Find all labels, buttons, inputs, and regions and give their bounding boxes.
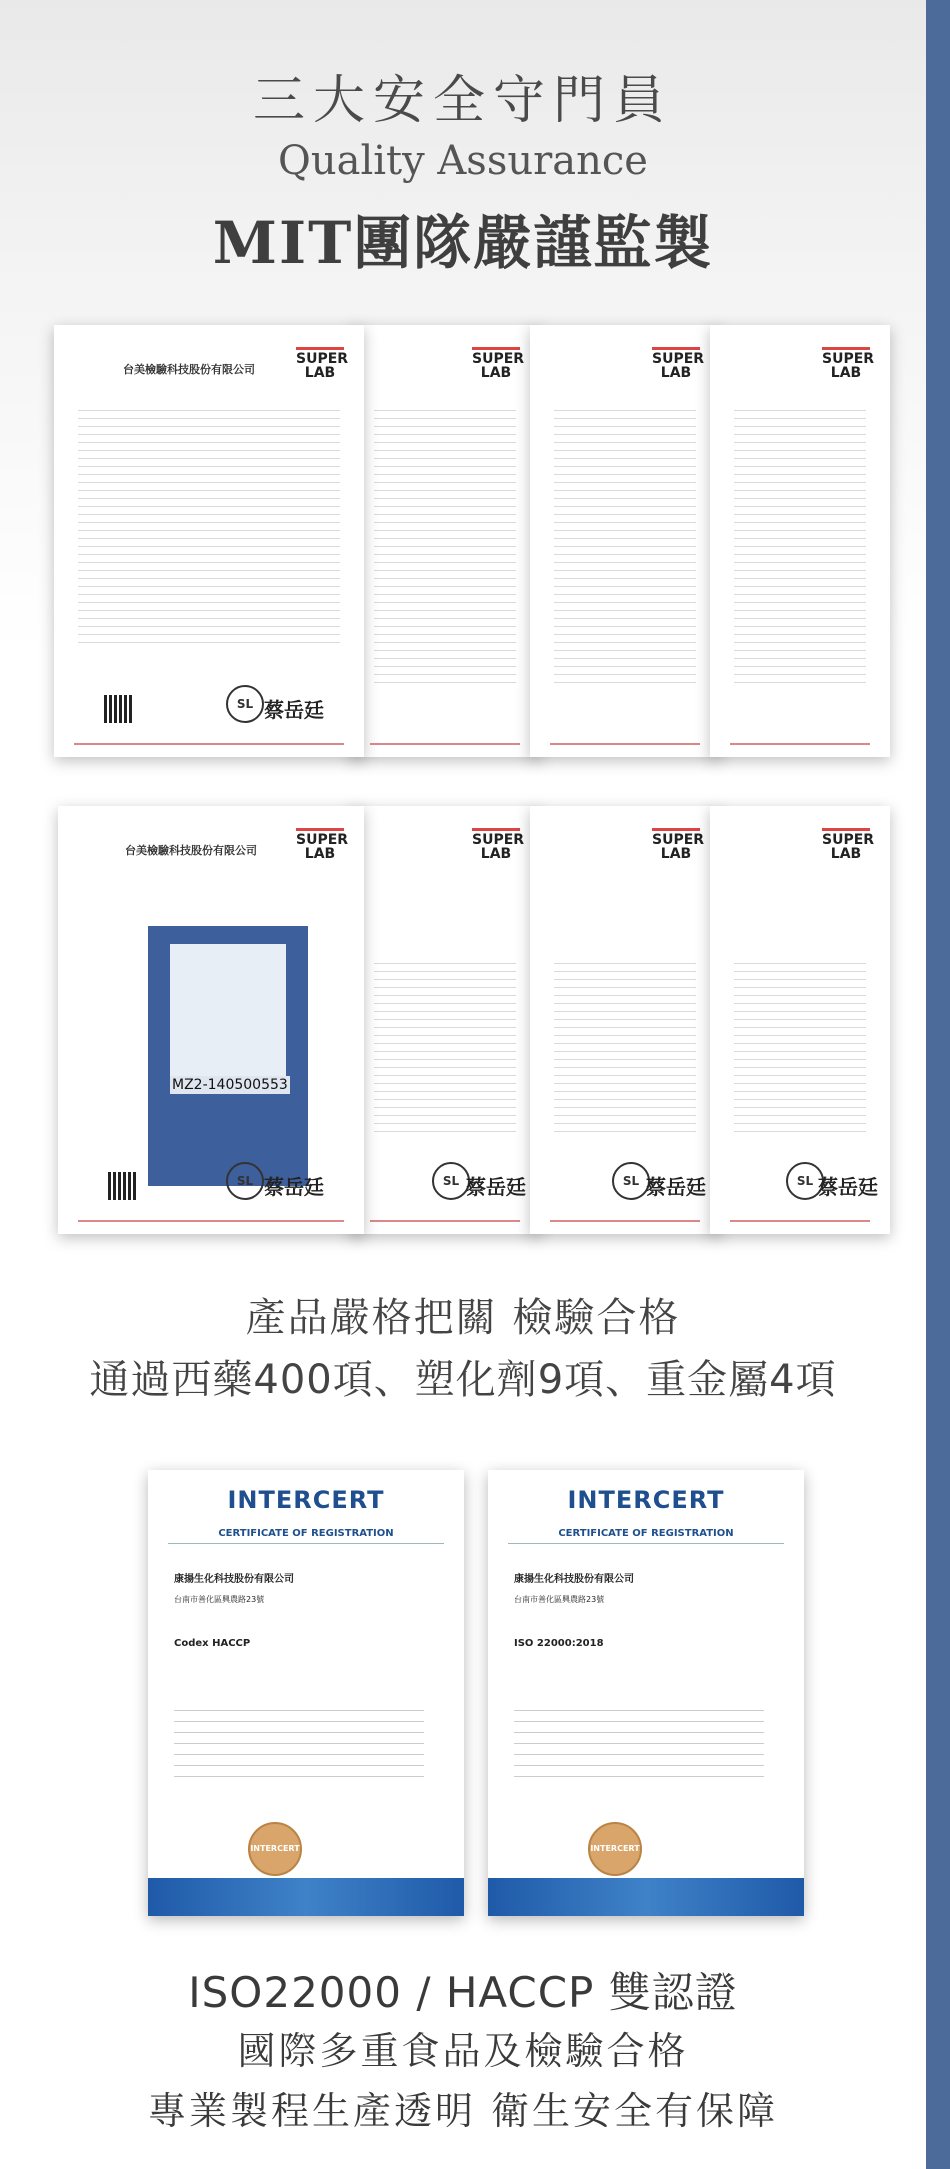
header-title-en: Quality Assurance — [278, 138, 648, 184]
test-report-page — [350, 806, 540, 1234]
certificate-seal: INTERCERT — [248, 1822, 302, 1876]
seal-stamp: SL — [226, 685, 264, 723]
signature: 蔡岳廷 — [466, 1175, 526, 1199]
signature: 蔡岳廷 — [264, 698, 324, 722]
certificate-standard: Codex HACCP — [174, 1638, 251, 1649]
lab-logo: SUPER LAB — [296, 828, 344, 861]
product-photo — [148, 926, 308, 1186]
test-report-page — [58, 806, 364, 1234]
intercert-logo: INTERCERT — [567, 1486, 725, 1514]
certificate-company: 康揚生化科技股份有限公司 — [174, 1574, 294, 1585]
qr-code-icon — [108, 1172, 136, 1200]
lab-logo: SUPER LAB — [822, 347, 870, 380]
certification-line-2: 國際多重食品及檢驗合格 — [237, 2029, 689, 2073]
signature: 蔡岳廷 — [818, 1175, 878, 1199]
lab-logo: SUPER LAB — [822, 828, 870, 861]
test-report-page — [710, 806, 890, 1234]
test-report-page — [54, 325, 364, 757]
seal-stamp: SL — [432, 1162, 470, 1200]
haccp-certificate — [148, 1470, 464, 1916]
certification-line-3: 專業製程生產透明 衛生安全有保障 — [147, 2089, 779, 2133]
signature: 蔡岳廷 — [264, 1175, 324, 1199]
test-report-page — [530, 806, 720, 1234]
header-subtitle: MIT團隊嚴謹監製 — [212, 209, 714, 277]
seal-stamp: SL — [786, 1162, 824, 1200]
lab-logo: SUPER LAB — [296, 347, 344, 380]
certificate-company: 康揚生化科技股份有限公司 — [514, 1574, 634, 1585]
signature: 蔡岳廷 — [646, 1175, 706, 1199]
report-company: 台美檢驗科技股份有限公司 — [123, 363, 255, 376]
side-accent-bar — [926, 0, 950, 2169]
sample-code: MZ2-140500553 — [172, 1077, 288, 1093]
report-company: 台美檢驗科技股份有限公司 — [125, 844, 257, 857]
certificate-title: CERTIFICATE OF REGISTRATION — [168, 1528, 444, 1544]
qr-code-icon — [104, 695, 132, 723]
header-title-zh: 三大安全守門員 — [252, 71, 673, 131]
inspection-headline: 產品嚴格把關 檢驗合格 — [245, 1295, 681, 1341]
seal-stamp: SL — [612, 1162, 650, 1200]
certificate-standard: ISO 22000:2018 — [514, 1638, 604, 1649]
lab-logo: SUPER LAB — [652, 347, 700, 380]
certificate-title: CERTIFICATE OF REGISTRATION — [508, 1528, 784, 1544]
test-report-page — [710, 325, 890, 757]
intercert-logo: INTERCERT — [227, 1486, 385, 1514]
inspection-detail: 通過西藥400項、塑化劑9項、重金屬4項 — [89, 1357, 837, 1403]
seal-stamp: SL — [226, 1162, 264, 1200]
certificate-seal: INTERCERT — [588, 1822, 642, 1876]
lab-logo: SUPER LAB — [472, 347, 520, 380]
test-report-page — [530, 325, 720, 757]
certificate-address: 台南市善化區興農路23號 — [174, 1595, 265, 1604]
lab-logo: SUPER LAB — [652, 828, 700, 861]
test-report-page — [350, 325, 540, 757]
iso22000-certificate — [488, 1470, 804, 1916]
certification-headline: ISO22000 / HACCP 雙認證 — [188, 1968, 738, 2017]
lab-logo: SUPER LAB — [472, 828, 520, 861]
certificate-address: 台南市善化區興農路23號 — [514, 1595, 605, 1604]
